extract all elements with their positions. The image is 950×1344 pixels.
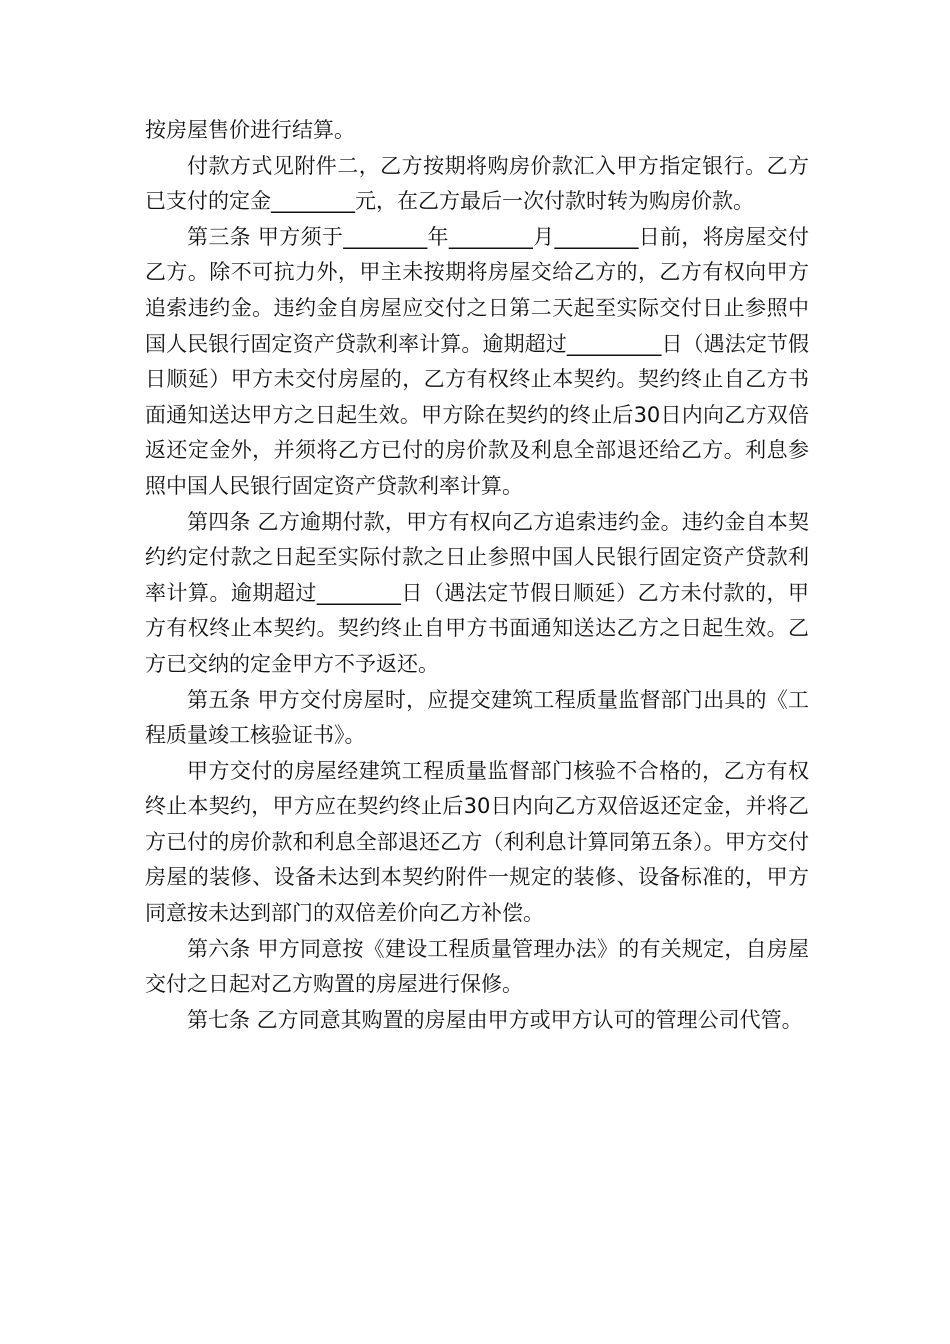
document-page [145,113,809,1038]
paragraph-article-5-detail: 甲方交付的房屋经建筑工程质量监督部门核验不合格的，乙方有权终止本契约，甲方应在契约终止后30日内向乙方双倍返还定金，并将乙方已付的房价款和利息全部退还乙方（利利息计算同第五条）。甲方交付房屋的装修、设备未达到本契约附件一规定的装修、设备标准的，甲方同意按未达到部门的双倍差价向乙方补偿。 [145,758,809,926]
paragraph-article-4: 第四条 乙方逾期付款，甲方有权向乙方追索违约金。违约金自本契约约定付款之日起至实际付款之日止参照中国人民银行固定资产贷款利率计算。逾期超过________日（遇法定节假日顺延）乙方未付款的，甲方有权终止本契约。契约终止自甲方书面通知送达乙方之日起生效。乙方已交纳的定金甲方不予返还。 [145,509,809,676]
paragraph-article-7: 第七条 乙方同意其购置的房屋由甲方或甲方认可的管理公司代管。 [187,1007,803,1032]
paragraph-article-3: 第三条 甲方须于________年________月________日前，将房屋交付乙方。除不可抗力外，甲主未按期将房屋交给乙方的，乙方有权向甲方追索违约金。违约金自房屋应交付之日第二天起至实际交付日止参照中国人民银行固定资产贷款利率计算。逾期超过_________日（遇法定节假日顺延）甲方未交付房屋的，乙方有权终止本契约。契约终止自乙方书面通知送达甲方之日起生效。甲方除在契约的终止后30日内向乙方双倍返还定金外，并须将乙方已付的房价款及利息全部退还给乙方。利息参照中国人民银行固定资产贷款利率计算。 [145,224,809,498]
paragraph-article-6: 第六条 甲方同意按《建设工程质量管理办法》的有关规定，自房屋交付之日起对乙方购置的房屋进行保修。 [145,936,809,997]
paragraph-article-5: 第五条 甲方交付房屋时，应提交建筑工程质量监督部门出具的《工程质量竣工核验证书》。 [145,687,809,748]
paragraph-settlement: 按房屋售价进行结算。 [145,118,355,142]
paragraph-payment-method: 付款方式见附件二，乙方按期将购房价款汇入甲方指定银行。乙方已支付的定金________元，在乙方最后一次付款时转为购房价款。 [145,153,809,214]
